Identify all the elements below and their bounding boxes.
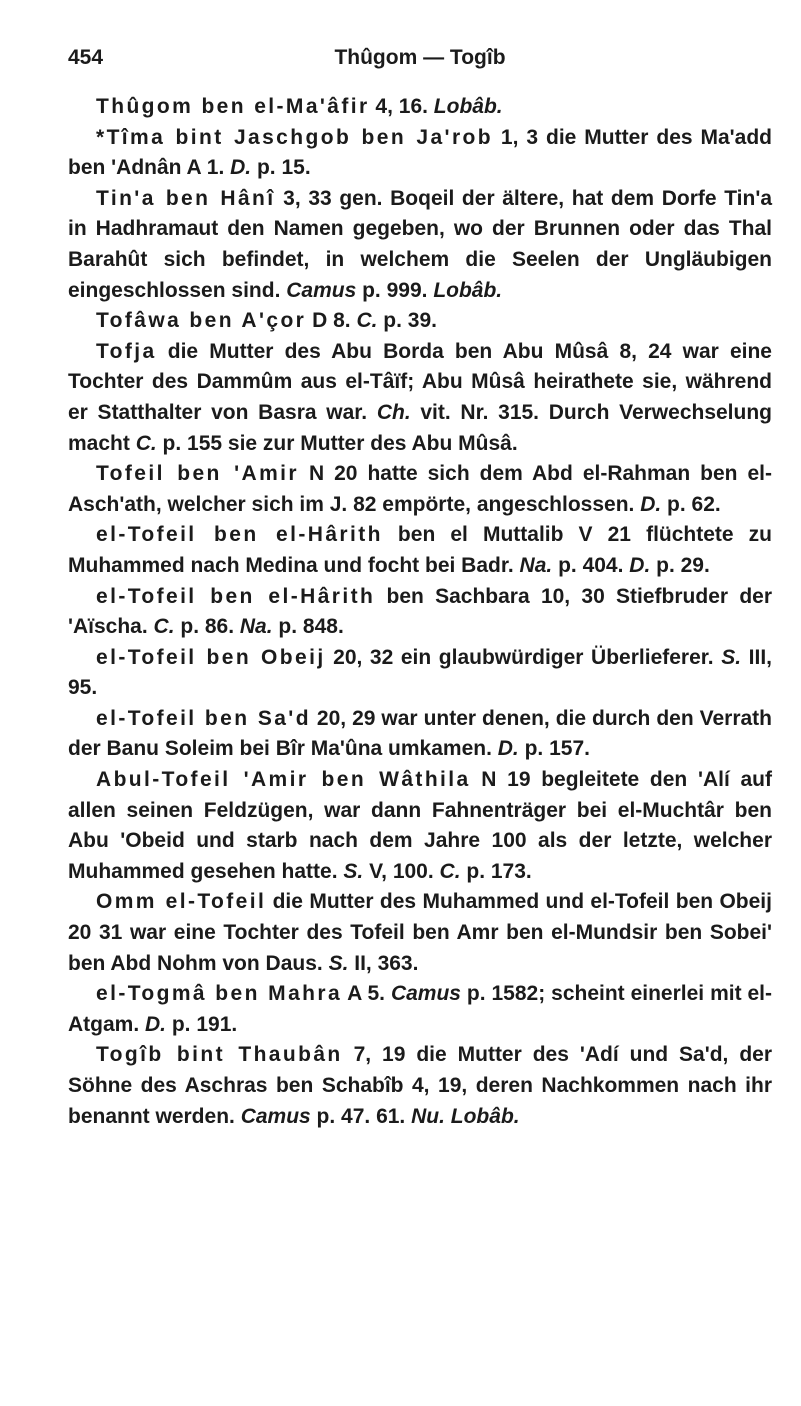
entry-headword: el-Tofeil ben el-Hârith bbox=[96, 584, 376, 608]
entry-text: , 30 Stiefbruder der 'Aïscha. bbox=[68, 584, 773, 639]
entry-text: p. 29. bbox=[650, 553, 710, 577]
entry-text: 4, 16. bbox=[369, 95, 434, 118]
entry-text: die Mutter des Muhammed und el-Tofeil ben Obeij bbox=[266, 890, 772, 914]
entry-text: die Mutter des Abu Borda ben Abu Mûsâ 8, 24 war eine Tochter des Dammûm aus el-Tâïf; Abu Mûsâ heirathete sie, während er Statthalter von Basra war. bbox=[68, 339, 772, 424]
entry-headword: Tofâwa ben A'çor bbox=[96, 309, 307, 333]
dictionary-entry bbox=[68, 459, 772, 520]
entry-text: N 19 begleitete den 'Alí auf allen seinen Feldzügen, war dann Fahnenträger bei el-Muchtâr ben Abu 'Obeid und starb nach dem Jahre 100 als der letzte, welcher Muhammed gesehen hatte. bbox=[68, 768, 772, 883]
entry-text: p. 157. bbox=[518, 737, 590, 761]
dictionary-entry bbox=[68, 979, 772, 1040]
entry-headword: Tin'a ben Hânî bbox=[96, 186, 276, 210]
entry-text: C. bbox=[135, 431, 157, 455]
entry-headword: Abul-Tofeil 'Amir ben Wâthila bbox=[96, 768, 471, 792]
entry-text: Ch. bbox=[376, 400, 411, 424]
entry-text: S. bbox=[328, 951, 349, 975]
entry-text: vit. Nr. 315. Durch Verwechselung macht bbox=[68, 400, 772, 455]
dictionary-entry bbox=[68, 520, 772, 581]
dictionary-entry bbox=[68, 643, 772, 704]
entry-text: D. bbox=[230, 156, 252, 180]
entry-text: 3, 33 gen. Boqeil der ältere, hat dem Dorfe Tin'a in Hadhramaut den Namen gegeben, wo der Brunnen oder das Thal Barahût sich befindet, in welchem die Seelen der Ungläubigen eingeschlossen sind. bbox=[68, 186, 772, 302]
entry-headword: el-Togmâ ben Mahra bbox=[96, 982, 343, 1006]
entry-text: II, 363. bbox=[348, 951, 419, 975]
entry-headword: Omm el-Tofeil bbox=[96, 890, 267, 914]
dictionary-entry bbox=[68, 1040, 772, 1132]
entry-text: p. 86. bbox=[174, 615, 240, 639]
entry-text: Camus bbox=[240, 1104, 311, 1128]
entry-text: S. bbox=[721, 645, 742, 669]
entry-text: p. 39. bbox=[377, 309, 437, 333]
entry-text: 10 bbox=[540, 584, 565, 608]
entry-text: Camus bbox=[286, 278, 357, 302]
entry-text: Nu. bbox=[411, 1104, 445, 1128]
entry-headword: Tofja bbox=[96, 339, 157, 363]
entry-headword: Tofeil ben 'Amir bbox=[96, 462, 299, 486]
entry-text: p. 1582; scheint einerlei mit el-Atgam. bbox=[68, 982, 773, 1036]
entry-text: A 5. bbox=[342, 982, 391, 1006]
entry-text: C. bbox=[439, 859, 461, 883]
dictionary-entry bbox=[68, 92, 772, 123]
entry-text: ben Sachbara bbox=[375, 584, 541, 608]
page-header bbox=[68, 46, 772, 76]
entry-text: D. bbox=[145, 1012, 167, 1036]
entry-text: D. bbox=[640, 492, 662, 516]
entry-text: D. bbox=[497, 737, 519, 761]
entry-text: p. 404. bbox=[552, 553, 630, 577]
entry-text: 20 bbox=[68, 921, 92, 945]
entry-text: 31 war eine Tochter des Tofeil ben Amr ben el-Mundsir ben Sobei' ben Abd Nohm von Daus. bbox=[68, 921, 772, 975]
dictionary-entry bbox=[68, 887, 772, 979]
entry-headword: el-Tofeil ben Sa'd bbox=[96, 706, 311, 730]
entry-headword: el-Tofeil ben el-Hârith bbox=[96, 523, 383, 547]
entry-text: p. 173. bbox=[460, 859, 532, 883]
dictionary-entry bbox=[68, 337, 772, 459]
dictionary-entry bbox=[68, 184, 772, 306]
entry-headword: el-Tofeil ben Obeij bbox=[96, 645, 326, 669]
entry-text: Na. bbox=[239, 615, 273, 639]
entry-text: Lobâb. bbox=[433, 278, 503, 302]
entry-text: N 20 hatte sich dem Abd el-Rahman ben el-Asch'ath, welcher sich im J. 82 empörte, angeschlossen. bbox=[68, 462, 772, 516]
entry-text: p. 191. bbox=[166, 1012, 238, 1036]
dictionary-entry bbox=[68, 704, 772, 765]
entry-text: , 29 war unter denen, die durch den Verrath der Banu Soleim bei Bîr Ma'ûna umkamen. bbox=[68, 706, 772, 761]
entry-text: Camus bbox=[390, 982, 461, 1006]
entry-headword: Togîb bint Thaubân bbox=[96, 1043, 343, 1067]
entry-text: 1 bbox=[492, 125, 513, 149]
entry-text: 20 bbox=[333, 645, 357, 669]
entry-text: Na. bbox=[519, 553, 553, 577]
dictionary-entries bbox=[68, 92, 772, 1132]
entry-text: ben el Muttalib V 21 flüchtete zu Muhammed nach Medina und focht bei Badr. bbox=[68, 523, 773, 577]
entry-text: C. bbox=[356, 309, 378, 333]
entry-text: p. 155 sie zur Mutter des Abu Mûsâ. bbox=[156, 431, 518, 455]
entry-headword: Thûgom ben el-Ma'âfir bbox=[96, 95, 370, 118]
entry-text: , 32 ein glaubwürdiger Überlieferer. bbox=[356, 645, 722, 669]
entry-headword: *Tîma bint Jaschgob ben Ja'rob bbox=[96, 125, 493, 149]
entry-text: S. bbox=[343, 859, 364, 883]
dictionary-entry bbox=[68, 123, 772, 184]
page-number: 454 bbox=[68, 46, 104, 69]
dictionary-entry bbox=[68, 306, 772, 337]
entry-text: C. bbox=[153, 615, 175, 639]
entry-text: p. 62. bbox=[661, 492, 721, 516]
entry-text: III, 95. bbox=[68, 645, 772, 700]
entry-text: Lobâb. bbox=[433, 95, 503, 118]
entry-text: D. bbox=[629, 553, 651, 577]
entry-text: , 3 die Mutter des Ma'add ben 'Adnân A 1. bbox=[68, 125, 772, 180]
entry-text: V, 100. bbox=[363, 859, 440, 883]
running-head: Thûgom — Togîb bbox=[334, 46, 506, 69]
entry-text: D 8. bbox=[306, 309, 357, 333]
entry-text: p. 47. 61. bbox=[310, 1104, 412, 1128]
entry-text: 7, 19 die Mutter des 'Adí und Sa'd, der Söhne des Aschras ben Schabîb 4, 19, deren Nachkommen nach ihr benannt werden. bbox=[68, 1043, 772, 1128]
entry-text: p. 848. bbox=[272, 615, 344, 639]
entry-text: 20 bbox=[316, 706, 341, 730]
dictionary-entry bbox=[68, 582, 772, 643]
entry-text: p. 999. bbox=[356, 278, 434, 302]
entry-text: p. 15. bbox=[251, 156, 311, 180]
dictionary-entry bbox=[68, 765, 772, 887]
entry-text: Lobâb. bbox=[450, 1104, 520, 1128]
